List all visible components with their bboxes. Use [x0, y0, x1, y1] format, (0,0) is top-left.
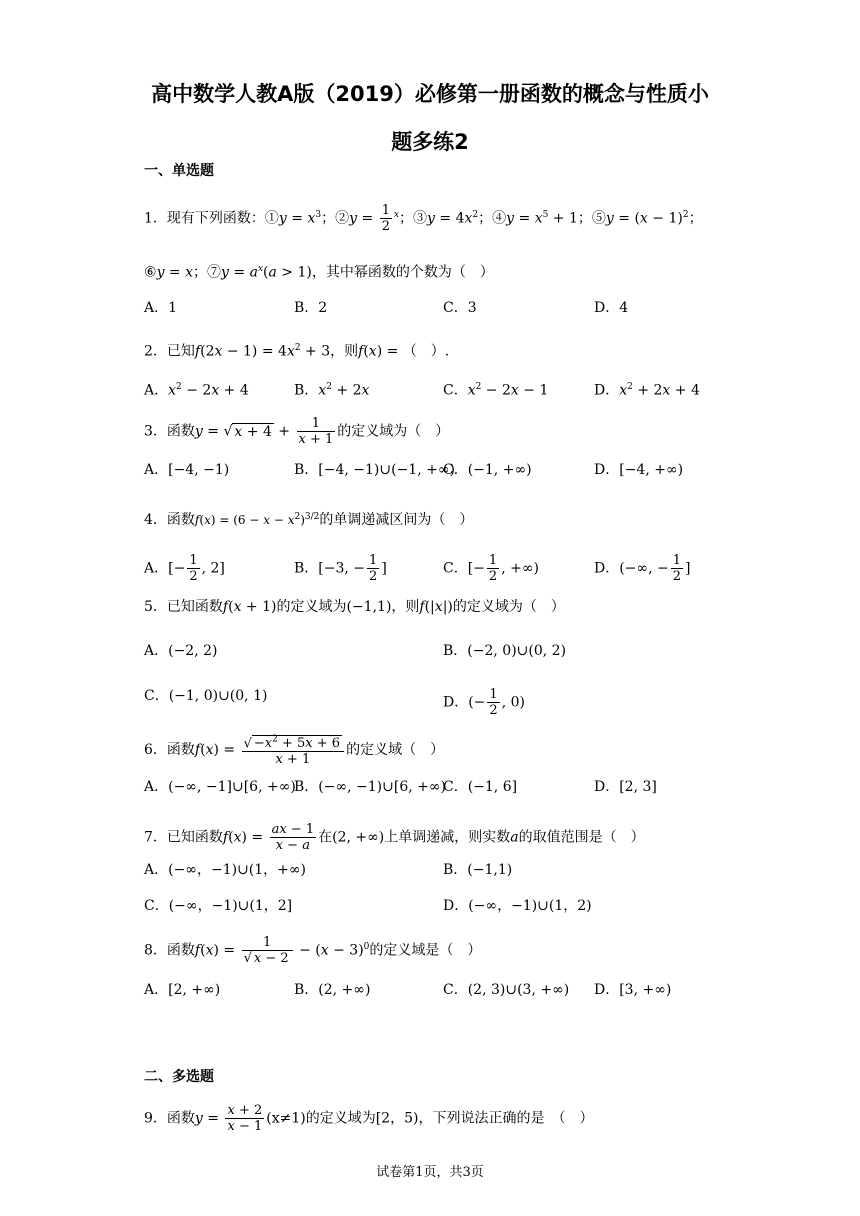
q8-option-d: D．[3, +∞) — [594, 982, 672, 998]
question-4: 4．函数$f(x) = (6 - x - x^2)^{3/2}$的单调递减区间为（ ） — [144, 512, 474, 528]
question-7: 7．已知函数f(x) = $\frac{ax - 1}{x - a}$ 在(2, +∞)上单调递减，则实数a的取值范围是（ ） — [144, 822, 645, 853]
q2-option-c: C．$x^2 - 2x - 1$ — [443, 382, 549, 399]
section-heading-multiple-choice: 二、多选题 — [144, 1069, 214, 1085]
q5-option-b: B．(−2, 0)∪(0, 2) — [443, 643, 567, 659]
q5-stem-mid: 的定义域为 — [276, 599, 347, 615]
q1-option-c: C．3 — [443, 300, 477, 316]
question-8: 8．函数f(x) = $\frac{1}{√ x - 2}$ − $(x - 3)^0$的定义域是（ ） — [144, 935, 482, 966]
q5-stem-end: 的定义域为（ ） — [452, 599, 565, 615]
q2-stem-tail: （ ）. — [402, 343, 450, 360]
q4-stem: 4．函数 — [144, 512, 195, 528]
q1-option-b: B．2 — [294, 300, 328, 316]
q7-option-b: B．(−1,1) — [443, 862, 513, 878]
q5-stem: 5．已知函数 — [144, 599, 223, 615]
q2-stem-mid: ，则 — [330, 343, 359, 360]
q8-option-b: B．(2, +∞) — [294, 982, 371, 998]
q3-option-a: A．[−4, −1) — [144, 462, 230, 478]
q1-stem: 1．现有下列函数：① — [144, 210, 279, 227]
q2-option-d: D．$x^2 + 2x + 4$ — [594, 382, 700, 399]
q3-option-d: D．[−4, +∞) — [594, 462, 684, 478]
question-5: 5．已知函数f(x + 1)的定义域为(−1,1)，则f(|x|)的定义域为（ ） — [144, 599, 565, 615]
q6-stem: 6．函数 — [144, 742, 195, 759]
q6-option-a: A．(−∞, −1]∪[6, +∞) — [144, 779, 296, 795]
q4-option-d: D．(−∞, − $\frac{1}{2}$ ] — [594, 553, 691, 584]
q7-stem: 7．已知函数 — [144, 829, 223, 846]
q6-option-d: D．[2, 3] — [594, 779, 657, 795]
q7-option-d: D．(−∞，−1)∪(1，2) — [443, 898, 592, 914]
q8-option-a: A．[2, +∞) — [144, 982, 221, 998]
q3-option-b: B．[−4, −1)∪(−1, +∞) — [294, 462, 455, 478]
q6-option-c: C．(−1, 6] — [443, 779, 518, 795]
q7-stem-mid: 在 — [318, 829, 333, 846]
question-6: 6．函数f(x) = $\frac{√ -x^2 + 5x + 6}{x + 1}$ 的定义域（ ） — [144, 735, 445, 768]
q7-option-a: A．(−∞，−1)∪(1，+∞) — [144, 862, 307, 878]
q2-option-b: B．$x^2 + 2x$ — [294, 382, 370, 399]
question-1-line1: 1．现有下列函数：①y = $x^3$；②y = $\frac{1}{2}$ $^x$；③y = $4x^2$；④y = $x^5 + 1$；⑤y = $(x - 1)^2$； — [144, 203, 703, 234]
q1-option-a: A．1 — [144, 300, 178, 316]
q2-option-a-label: A． — [144, 382, 169, 399]
q2-option-d-label: D． — [594, 382, 620, 399]
section-heading-single-choice: 一、单选题 — [144, 163, 214, 179]
q2-stem: 2．已知 — [144, 343, 195, 360]
q1-option-d: D．4 — [594, 300, 629, 316]
q9-stem-end: (x≠1)的定义域为[2，5)，下列说法正确的是 （ ） — [266, 1110, 594, 1127]
q5-option-c: C．(−1, 0)∪(0, 1) — [144, 688, 268, 704]
q3-stem-end: 的定义域为（ ） — [337, 423, 450, 440]
question-1-line2: ⑥y = x；⑦y = $a^x(a > 1)$，其中幂函数的个数为（ ） — [144, 264, 494, 281]
page-title: 高中数学人教A版（2019）必修第一册函数的概念与性质小 — [151, 82, 709, 106]
q3-stem: 3．函数 — [144, 423, 195, 440]
q5-option-a: A．(−2, 2) — [144, 643, 218, 659]
q2-option-b-label: B． — [294, 382, 319, 399]
q4-option-a: A．[− $\frac{1}{2}$ , 2] — [144, 553, 225, 584]
q4-option-c: C．[− $\frac{1}{2}$ , +∞) — [443, 553, 539, 584]
q5-option-d: D．(− $\frac{1}{2}$ , 0) — [443, 687, 525, 718]
question-3: 3．函数y = √ x + 4 + $\frac{1}{x + 1}$ 的定义域为（ ） — [144, 416, 450, 447]
q7-stem-mid2: 上单调递减，则实数 — [384, 829, 511, 846]
q1-stem-end: ，其中幂函数的个数为（ ） — [311, 264, 494, 281]
q8-stem: 8．函数 — [144, 942, 195, 959]
q2-option-c-label: C． — [443, 382, 468, 399]
q4-option-b: B．[−3, − $\frac{1}{2}$ ] — [294, 553, 387, 584]
q6-option-b: B．(−∞, −1)∪[6, +∞) — [294, 779, 446, 795]
q6-stem-end: 的定义域（ ） — [346, 742, 445, 759]
page-footer: 试卷第1页，共3页 — [376, 1165, 484, 1180]
q9-stem: 9．函数 — [144, 1110, 195, 1127]
q5-stem-mid2: ，则 — [391, 599, 420, 615]
q3-option-c: C．(−1, +∞) — [443, 462, 532, 478]
page-title-line2: 题多练2 — [391, 130, 469, 154]
question-9: 9．函数y = $\frac{x + 2}{x - 1}$ (x≠1)的定义域为[2，5)，下列说法正确的是 （ ） — [144, 1103, 594, 1134]
q7-stem-end: 的取值范围是（ ） — [518, 829, 645, 846]
q8-stem-end: 的定义域是（ ） — [369, 942, 482, 959]
q2-option-a: A．$x^2 - 2x + 4$ — [144, 382, 249, 399]
q7-option-c: C．(−∞，−1)∪(1，2] — [144, 898, 293, 914]
q8-option-c: C．(2, 3)∪(3, +∞) — [443, 982, 570, 998]
q4-stem-end: 的单调递减区间为（ ） — [319, 512, 474, 528]
question-2: 2．已知$f(2x - 1) = 4x^2 + 3$，则f(x) = （ ）. — [144, 343, 450, 360]
